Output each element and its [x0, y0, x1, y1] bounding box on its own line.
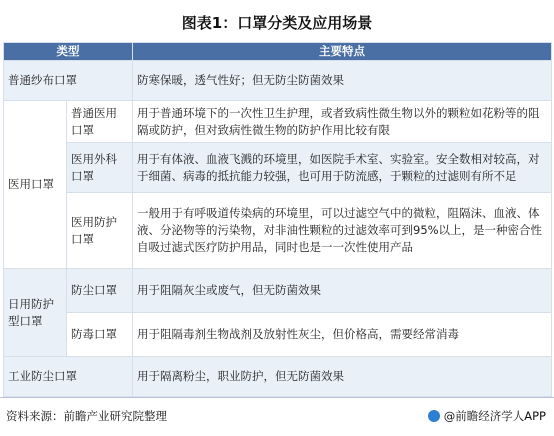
- brand-label: @前瞻经济学人APP: [443, 409, 546, 423]
- mask-classification-table: [3, 42, 552, 397]
- table-row: [4, 357, 552, 397]
- subtype-cell: 医用外科口罩: [67, 143, 133, 193]
- type-cell: 医用口罩: [4, 101, 67, 269]
- table-row: [4, 193, 552, 269]
- header-type: 类型: [4, 43, 133, 61]
- feature-cell: 用于阻隔毒剂生物战剂及放射性灰尘，但价格高，需要经常消毒: [133, 313, 552, 357]
- table-row: [4, 143, 552, 193]
- subtype-cell: 普通医用口罩: [67, 101, 133, 143]
- table-row: [4, 61, 552, 101]
- subtype-cell: 防毒口罩: [67, 313, 133, 357]
- type-cell: 工业防尘口罩: [4, 357, 133, 397]
- feature-cell: 用于隔离粉尘，职业防护，但无防菌效果: [133, 357, 552, 397]
- type-cell: 日用防护型口罩: [4, 269, 67, 357]
- brand-mark: [428, 408, 546, 424]
- table-row: [4, 313, 552, 357]
- type-cell: 普通纱布口罩: [4, 61, 133, 101]
- table-header-row: [4, 43, 552, 61]
- brand-logo-icon: [428, 410, 440, 422]
- feature-cell: 用于普通环境下的一次性卫生护理，或者致病性微生物以外的颗粒如花粉等的阻隔或防护，但对致病性微生物的防护作用比较有限: [133, 101, 552, 143]
- header-features: 主要特点: [133, 43, 552, 61]
- table-row: [4, 101, 552, 143]
- feature-cell: 一般用于有呼吸道传染病的环境里，可以过滤空气中的微粒，阻隔沫、血液、体液、分泌物等的污染物，对非油性颗粒的过滤效率可到95%以上，是一种密合性自吸过滤式医疗防护用品，同时也是一一次性使用产品: [133, 193, 552, 269]
- subtype-cell: 医用防护口罩: [67, 193, 133, 269]
- feature-cell: 防寒保暖，透气性好；但无防尘防菌效果: [133, 61, 552, 101]
- feature-cell: 用于有体液、血液飞溅的环境里，如医院手术室、实验室。安全数相对较高，对于细菌、病毒的抵抗能力较强，也可用于防流感，于颗粒的过滤则有所不足: [133, 143, 552, 193]
- table-row: [4, 269, 552, 313]
- source-note: 资料来源：前瞻产业研究院整理: [6, 409, 167, 423]
- subtype-cell: 防尘口罩: [67, 269, 133, 313]
- footer: [0, 397, 554, 436]
- figure-title: 图表1：口罩分类及应用场景: [181, 14, 373, 32]
- feature-cell: 用于阻隔灰尘或废气，但无防菌效果: [133, 269, 552, 313]
